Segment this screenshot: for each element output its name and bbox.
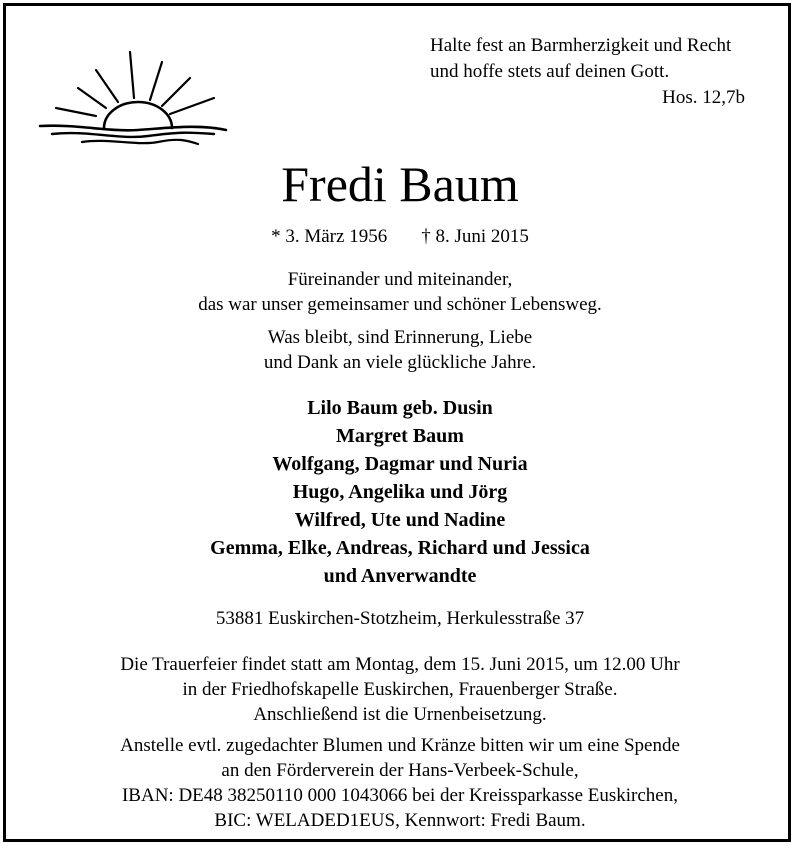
family-address — [0, 606, 800, 631]
motto-line: Was bleibt, sind Erinnerung, Liebe — [267, 327, 533, 348]
donation-line: BIC: WELADED1EUS, Kennwort: Fredi Baum. — [214, 810, 586, 831]
mourner-line: Wolfgang, Dagmar und Nuria — [272, 453, 528, 475]
donation-info — [0, 733, 800, 833]
mourner-line: Margret Baum — [336, 425, 464, 447]
birth-date: * 3. März 1956 — [271, 226, 388, 247]
mourner-line: Hugo, Angelika und Jörg — [292, 481, 508, 503]
life-dates — [0, 224, 800, 250]
verse-line: und hoffe stets auf deinen Gott. — [430, 61, 670, 82]
donation-line: Anstelle evtl. zugedachter Blumen und Kränze bitten wir um eine Spende — [120, 735, 680, 756]
donation-line: an den Förderverein der Hans-Verbeek-Schule, — [221, 760, 579, 781]
mourner-line: Gemma, Elke, Andreas, Richard und Jessica — [210, 537, 590, 559]
mourner-line: Wilfred, Ute und Nadine — [294, 509, 506, 531]
mourner-line: und Anverwandte — [323, 565, 477, 587]
motto-line: das war unser gemeinsamer und schöner Lebensweg. — [198, 294, 602, 315]
address-line: 53881 Euskirchen-Stotzheim, Herkulesstraße 37 — [215, 608, 585, 629]
motto-block-1 — [0, 267, 800, 317]
rising-sun-icon — [38, 50, 228, 150]
mourners-list — [0, 394, 800, 590]
funeral-line: Die Trauerfeier findet statt am Montag, dem 15. Juni 2015, um 12.00 Uhr — [120, 654, 680, 675]
motto-block-2 — [0, 325, 800, 375]
donation-line: IBAN: DE48 38250110 000 1043066 bei der Kreissparkasse Euskirchen, — [121, 785, 678, 806]
funeral-line: in der Friedhofskapelle Euskirchen, Frauenberger Straße. — [182, 679, 618, 700]
verse-line: Halte fest an Barmherzigkeit und Recht — [430, 35, 732, 56]
bible-verse — [430, 33, 770, 111]
funeral-info — [0, 652, 800, 727]
motto-line: und Dank an viele glückliche Jahre. — [263, 352, 537, 373]
deceased-name: Fredi Baum — [281, 156, 519, 212]
mourner-line: Lilo Baum geb. Dusin — [307, 397, 493, 419]
death-date: † 8. Juni 2015 — [421, 226, 529, 247]
motto-line: Füreinander und miteinander, — [287, 269, 513, 290]
verse-reference: Hos. 12,7b — [662, 87, 745, 108]
funeral-line: Anschließend ist die Urnenbeisetzung. — [253, 704, 547, 725]
